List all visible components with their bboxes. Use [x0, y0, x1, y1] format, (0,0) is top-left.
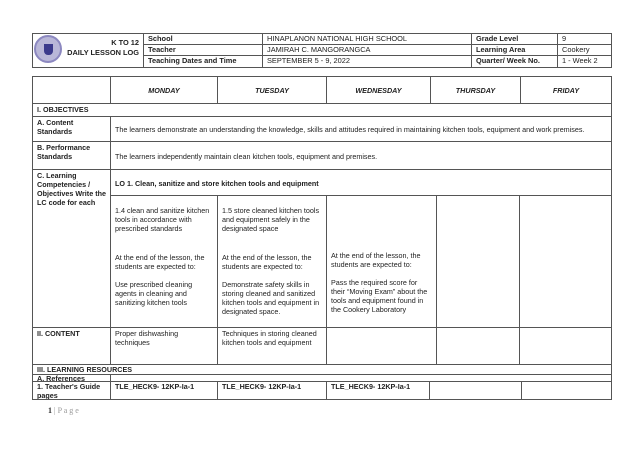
lc-code: 1.5 store cleaned kitchen tools and equipment safely in the designated space — [222, 206, 320, 233]
content-standards-label: A. Content Standards — [32, 116, 111, 142]
teacher-label: Teacher — [143, 44, 263, 56]
grade-label: Grade Level — [471, 33, 558, 45]
references-label: A. References — [32, 374, 111, 382]
intro: At the end of the lesson, the students are expected to: — [115, 253, 205, 271]
quarter-value: 1 - Week 2 — [557, 55, 612, 68]
day-friday: FRIDAY — [520, 76, 612, 104]
intro: At the end of the lesson, the students are expected to: — [222, 253, 312, 271]
objective-friday — [519, 195, 612, 328]
page-number: 1 — [48, 406, 52, 415]
dates-value: SEPTEMBER 5 - 9, 2022 — [262, 55, 472, 68]
content-thursday — [436, 327, 520, 365]
day-monday: MONDAY — [110, 76, 218, 104]
area-value: Cookery — [557, 44, 612, 56]
content-tuesday: Techniques in storing cleaned kitchen tools and equipment — [217, 327, 327, 365]
day-tuesday: TUESDAY — [217, 76, 327, 104]
title-line1: K TO 12 — [111, 38, 139, 47]
content-wednesday — [326, 327, 437, 365]
performance-standards-text: The learners independently maintain clean kitchen tools, equipment and premises. — [110, 141, 612, 170]
objective-text: Pass the required score for their “Moving Exam” about the tools and equipment found in the Cookery Laboratory — [331, 278, 428, 314]
intro: At the end of the lesson, the students are expected to: — [331, 251, 421, 269]
school-value: HINAPLANON NATIONAL HIGH SCHOOL — [262, 33, 472, 45]
objective-thursday — [436, 195, 520, 328]
form-title — [32, 33, 144, 68]
objective-monday — [110, 195, 218, 328]
quarter-label: Quarter/ Week No. — [471, 55, 558, 68]
competencies-label: C. Learning Competencies / Objectives Write the LC code for each — [32, 169, 111, 328]
page-footer — [48, 406, 79, 415]
teachers-guide-label: 1. Teacher's Guide pages — [32, 381, 111, 400]
corner-cell — [32, 76, 111, 104]
title-line2: DAILY LESSON LOG — [67, 48, 139, 57]
tg-friday — [521, 381, 612, 400]
content-monday: Proper dishwashing techniques — [110, 327, 218, 365]
objective-tuesday — [217, 195, 327, 328]
page-label: | P a g e — [54, 406, 79, 415]
resources-heading: III. LEARNING RESOURCES — [32, 364, 612, 375]
content-friday — [519, 327, 612, 365]
lc-code: 1.4 clean and sanitize kitchen tools in accordance with prescribed standards — [115, 206, 210, 233]
objectives-heading: I. OBJECTIVES — [32, 103, 612, 117]
objective-text: Use prescribed cleaning agents in cleaning and sanitizing kitchen tools — [115, 280, 193, 307]
content-standards-text: The learners demonstrate an understanding the knowledge, skills and attitudes required in maintaining kitchen tools, equipment and work premises. — [110, 116, 612, 142]
school-label: School — [143, 33, 263, 45]
day-wednesday: WEDNESDAY — [326, 76, 431, 104]
tg-monday: TLE_HECK9- 12KP-Ia-1 — [110, 381, 218, 400]
tg-thursday — [429, 381, 522, 400]
content-label: II. CONTENT — [32, 327, 111, 365]
performance-standards-label: B. Performance Standards — [32, 141, 111, 170]
teacher-value: JAMIRAH C. MANGORANGCA — [262, 44, 472, 56]
grade-value: 9 — [557, 33, 612, 45]
tg-tuesday: TLE_HECK9- 12KP-Ia-1 — [217, 381, 327, 400]
area-label: Learning Area — [471, 44, 558, 56]
dates-label: Teaching Dates and Time — [143, 55, 263, 68]
objective-text: Demonstrate safety skills in storing cleaned and sanitized kitchen tools and equipment in designated space. — [222, 280, 320, 316]
learning-outcome: LO 1. Clean, sanitize and store kitchen tools and equipment — [110, 169, 612, 196]
objective-wednesday — [326, 195, 437, 328]
tg-wednesday: TLE_HECK9- 12KP-Ia-1 — [326, 381, 430, 400]
day-thursday: THURSDAY — [430, 76, 521, 104]
